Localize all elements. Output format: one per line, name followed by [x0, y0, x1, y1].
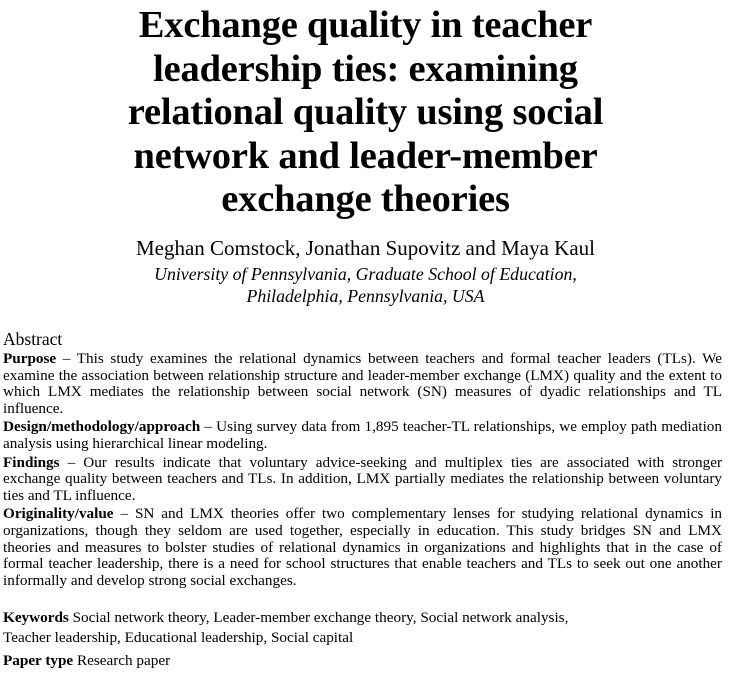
keywords-line: Teacher leadership, Educational leadership, Social capital — [3, 628, 354, 646]
section-label: Purpose — [3, 350, 57, 367]
paper-type-line — [3, 651, 722, 671]
section-text: Our results indicate that voluntary advice-seeking and multiplex ties are associated with stronger exchange quality between teachers and TLs. In addition, LMX partially mediates the relationship between voluntary ties and TL influence. — [3, 453, 723, 504]
abstract-section-findings — [3, 455, 722, 505]
section-label: Originality/value — [3, 505, 114, 523]
section-separator: – — [200, 418, 217, 436]
abstract-section-purpose — [3, 351, 722, 417]
section-label: Findings — [3, 453, 60, 471]
section-separator: – — [113, 505, 135, 523]
title-line: relational quality using social — [127, 91, 604, 133]
affiliation-line: Philadelphia, Pennsylvania, USA — [246, 286, 485, 306]
affiliation — [0, 263, 731, 307]
abstract-section-design — [3, 419, 722, 452]
abstract-heading: Abstract — [3, 329, 63, 349]
paper-type — [3, 651, 722, 671]
paper-title — [0, 4, 731, 222]
author-list: Meghan Comstock, Jonathan Supovitz and Maya Kaul — [135, 236, 595, 260]
paper-type-label: Paper type — [3, 652, 74, 669]
section-label: Design/methodology/approach — [3, 418, 201, 436]
paper-type-value: Research paper — [76, 652, 171, 669]
title-line: exchange theories — [221, 178, 510, 220]
section-separator: – — [56, 350, 77, 367]
keywords-line — [3, 608, 722, 628]
section-text: SN and LMX theories offer two complementary lenses for studying relational dynamics in organizations, though they seldom are used together, especially in education. This study bridges SN and LMX theories and measures to bolster studies of relational dynamics in organizations and highlights that in the case of formal teacher leadership, there is a need for school structures that enable teachers and TLs to seek out one another informally and develop strong social exchanges. — [3, 505, 723, 589]
title-line: leadership ties: examining — [153, 47, 578, 90]
keywords — [3, 608, 722, 647]
abstract-section-originality — [3, 506, 722, 589]
affiliation-line: University of Pennsylvania, Graduate School of Education, — [154, 264, 577, 284]
section-text: This study examines the relational dynamics between teachers and formal teacher leaders (TLs). We examine the association between relationship structure and leader-member exchange (LMX) quality and the extent to which LMX mediates the relationship between social network (SN) measures of dyadic relationships and TL influence. — [3, 350, 722, 417]
title-line: Exchange quality in teacher — [138, 4, 593, 46]
keywords-label: Keywords — [3, 609, 69, 626]
abstract-body — [3, 351, 722, 591]
title-line: network and leader-member — [133, 134, 598, 177]
keywords-text: Social network theory, Leader-member exchange theory, Social network analysis, — [72, 609, 569, 626]
section-separator: – — [59, 453, 84, 471]
section-text: Using survey data from 1,895 teacher-TL relationships, we employ path mediation analysis using hierarchical linear modeling. — [3, 418, 722, 452]
